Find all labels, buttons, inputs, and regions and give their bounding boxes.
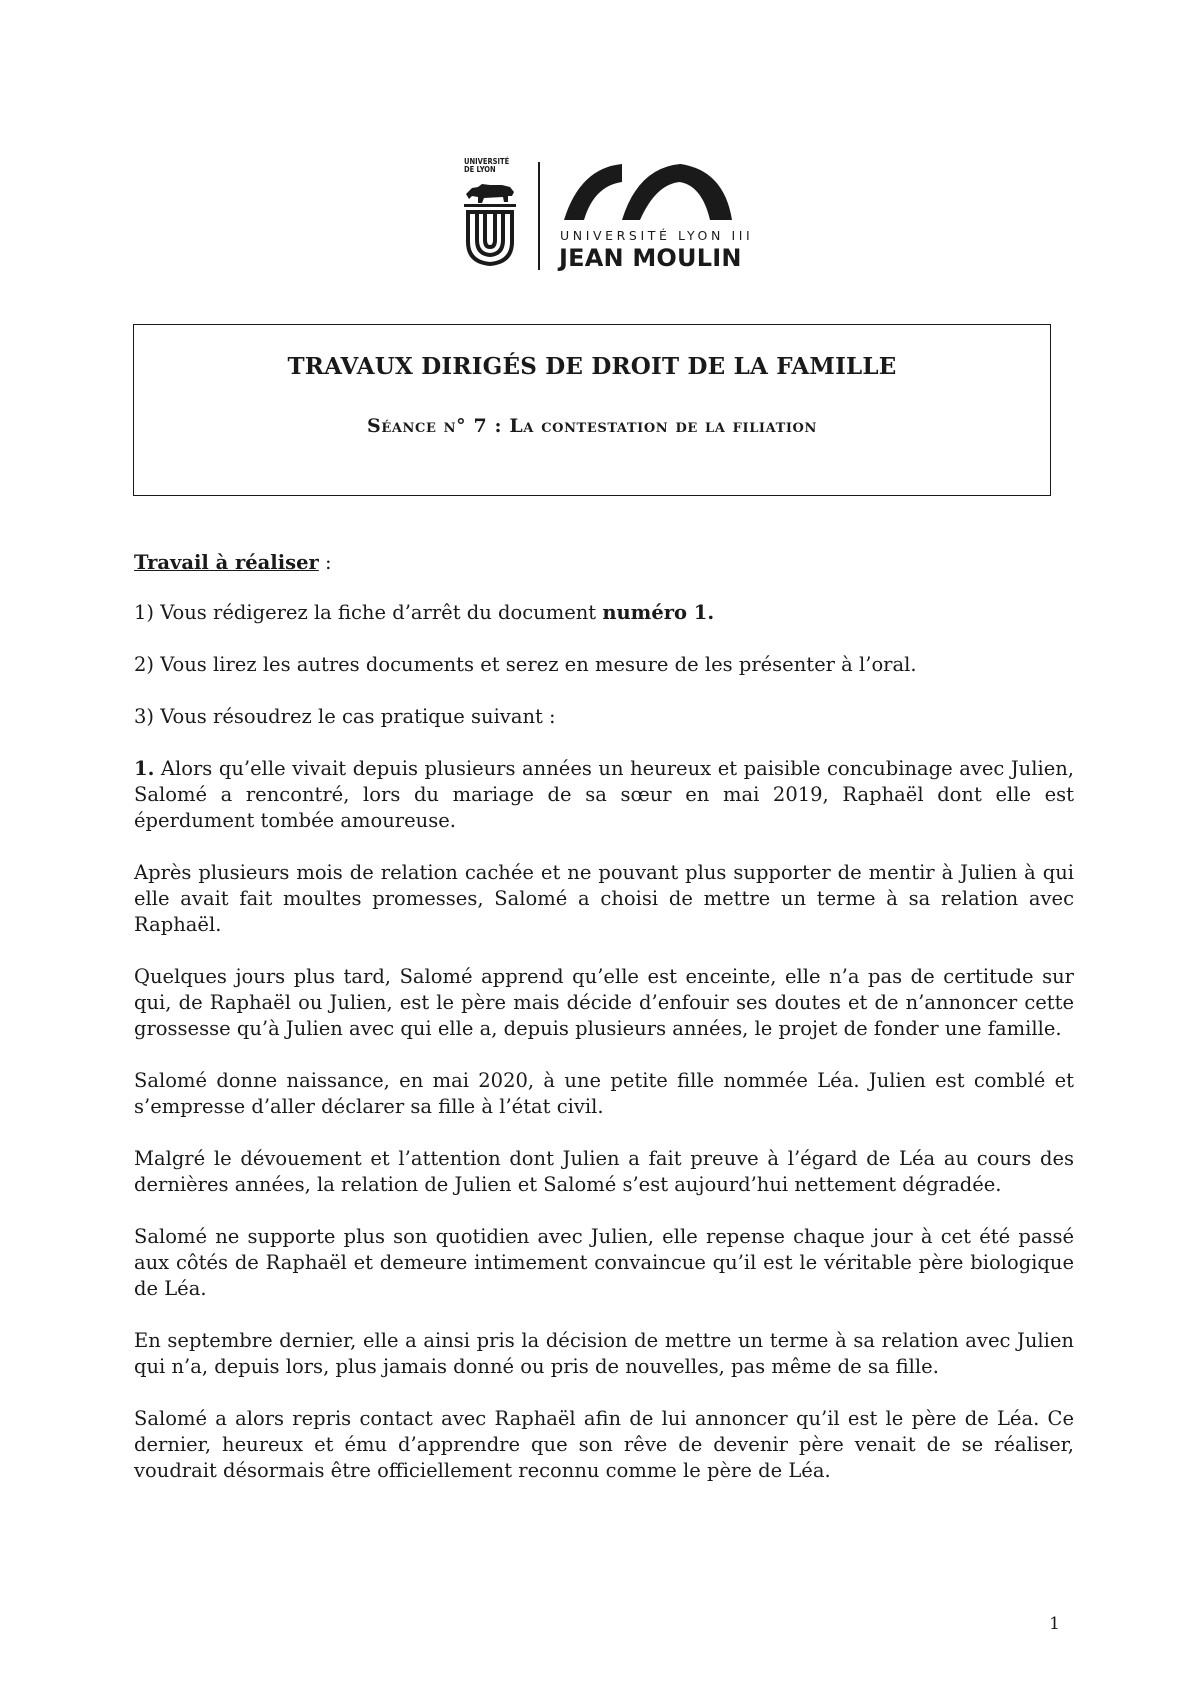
case-paragraph-3: Quelques jours plus tard, Salomé apprend qu’elle est enceinte, elle n’a pas de certitude sur qui, de Raphaël ou Julien, est le père mais décide d’enfouir ses doutes et de n’annoncer cette grossesse qu’à Julien avec qui elle a, depuis plusieurs années, le projet de fonder une famille. xyxy=(134,965,1074,1040)
work-heading xyxy=(134,550,1074,576)
case-paragraph-6: Salomé ne supporte plus son quotidien avec Julien, elle repense chaque jour à cet été passé aux côtés de Raphaël et demeure intimement convaincue qu’il est le véritable père biologique de Léa. xyxy=(134,1225,1074,1300)
case-paragraph-8: Salomé a alors repris contact avec Raphaël afin de lui annoncer qu’il est le père de Léa. Ce dernier, heureux et ému d’apprendre que son rêve de devenir père venait de se réaliser, voudrait désormais être officiellement reconnu comme le père de Léa. xyxy=(134,1407,1074,1482)
case-paragraph-7: En septembre dernier, elle a ainsi pris la décision de mettre un terme à sa relation avec Julien qui n’a, depuis lors, plus jamais donné ou pris de nouvelles, pas même de sa fille. xyxy=(134,1329,1074,1378)
session-title: Séance n° 7 : La contestation de la filiation xyxy=(367,415,817,437)
case-paragraph-1-text: Alors qu’elle vivait depuis plusieurs années un heureux et paisible concubinage avec Julien, Salomé a rencontré, lors du mariage de sa sœur en mai 2019, Raphaël dont elle est éperdument tombée amoureuse. xyxy=(134,757,1074,832)
logo-subtitle: UNIVERSITÉ LYON III xyxy=(560,228,754,243)
work-item-1 xyxy=(134,600,1074,626)
title-box xyxy=(133,324,1051,496)
university-logo xyxy=(462,158,762,270)
work-item-2: 2) Vous lirez les autres documents et serez en mesure de les présenter à l’oral. xyxy=(134,653,917,676)
case-paragraph-4: Salomé donne naissance, en mai 2020, à une petite fille nommée Léa. Julien est comblé et s’empresse d’aller déclarer sa fille à l’état civil. xyxy=(134,1069,1074,1118)
case-paragraph-2: Après plusieurs mois de relation cachée et ne pouvant plus supporter de mentir à Julien à qui elle avait fait moultes promesses, Salomé a choisi de mettre un terme à sa relation avec Raphaël. xyxy=(134,861,1074,936)
jean-moulin-arcs-icon xyxy=(560,160,756,224)
work-item-1-text: 1) Vous rédigerez la fiche d’arrêt du document xyxy=(134,601,603,624)
lion-icon xyxy=(462,158,518,270)
work-heading-suffix: : xyxy=(318,551,332,574)
case-number: 1. xyxy=(134,757,155,780)
case-paragraph-5: Malgré le dévouement et l’attention dont Julien a fait preuve à l’égard de Léa au cours des dernières années, la relation de Julien et Salomé s’est aujourd’hui nettement dégradée. xyxy=(134,1147,1074,1196)
lion-emblem xyxy=(462,158,518,270)
page-title: TRAVAUX DIRIGÉS DE DROIT DE LA FAMILLE xyxy=(287,353,897,380)
logo-divider xyxy=(538,162,540,270)
work-item-1-bold: numéro 1 xyxy=(602,601,708,624)
work-item-3: 3) Vous résoudrez le cas pratique suivant : xyxy=(134,705,556,728)
case-paragraph-1 xyxy=(134,756,1074,834)
logo-name: JEAN MOULIN xyxy=(559,244,742,272)
document-body xyxy=(134,550,1074,1484)
work-item-1-end: . xyxy=(707,601,715,624)
logo-small-line1: UNIVERSITÉ xyxy=(464,157,510,166)
logo-small-line2: DE LYON xyxy=(464,165,496,174)
page-number: 1 xyxy=(1049,1614,1060,1634)
work-heading-label: Travail à réaliser xyxy=(134,551,319,574)
